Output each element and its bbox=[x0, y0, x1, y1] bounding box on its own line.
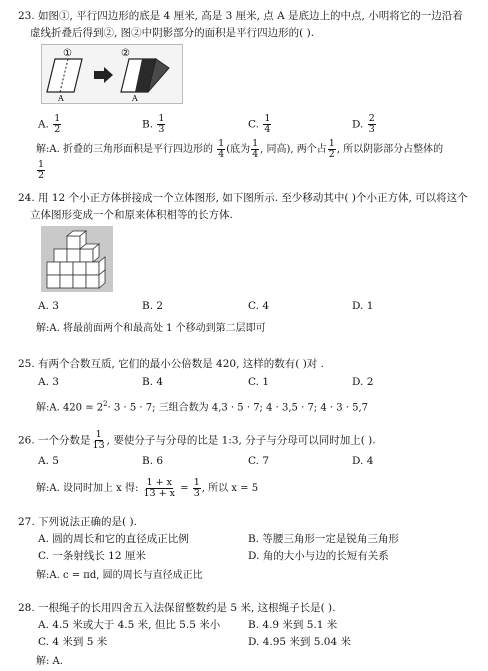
option-a[interactable]: A. 3 bbox=[38, 300, 59, 312]
option-a[interactable]: A. $\frac{1}{2}$ bbox=[38, 113, 61, 135]
option-a[interactable]: A. 圆的周长和它的直径成正比例 bbox=[38, 533, 189, 545]
q24-cube-figure bbox=[41, 226, 113, 292]
q23-fig2-point-a: A bbox=[132, 94, 138, 103]
option-c[interactable]: C. 7 bbox=[248, 455, 270, 467]
option-d-fraction: $\frac{2}{3}$ bbox=[368, 113, 375, 135]
q27-answer: 解:A. c = πd, 圆的周长与直径成正比 bbox=[36, 570, 203, 581]
stem-fraction: $\frac{1}{13}$ bbox=[92, 429, 105, 451]
question-24 bbox=[18, 190, 480, 224]
q26-options bbox=[18, 455, 480, 473]
ans-fraction: $\frac{1}{3}$ bbox=[193, 477, 200, 499]
option-b[interactable]: B. $\frac{1}{3}$ bbox=[142, 113, 165, 135]
q23-stem-line2: 虚线折叠后得到②, 图②中阴影部分的面积是平行四边形的( ). bbox=[30, 27, 315, 39]
option-b[interactable]: B. 6 bbox=[142, 455, 164, 467]
q23-answer: 解:A. 折叠的三角形面积是平行四边形的 $\frac{1}{4}$ (底为 $\frac{1}{4}$ , 同高), 两个占 $\frac{1}{2}$ , 所以阴影部分占整体的 bbox=[36, 138, 444, 160]
option-d[interactable]: D. 2 bbox=[352, 376, 374, 388]
q23-options bbox=[18, 110, 480, 136]
q23-stem-line1: 23. 如图①, 平行四边形的底是 4 厘米, 高是 3 厘米, 点 A 是底边上的中点, 小明将它的一边沿着 bbox=[18, 10, 463, 22]
option-c[interactable]: C. $\frac{1}{4}$ bbox=[248, 113, 271, 135]
option-a[interactable]: A. 3 bbox=[38, 376, 59, 388]
ans-fraction: $\frac{1 + x}{13 + x}$ bbox=[143, 477, 175, 499]
q25-options bbox=[18, 376, 480, 394]
ans-fraction: $\frac{1}{4}$ bbox=[252, 138, 259, 160]
option-b[interactable]: B. 4 bbox=[142, 376, 164, 388]
ans-fraction: $\frac{1}{4}$ bbox=[218, 138, 225, 160]
option-d[interactable]: D. 角的大小与边的长短有关系 bbox=[248, 550, 389, 562]
question-25-stem: 25. 有两个合数互质, 它们的最小公倍数是 420, 这样的数有( )对 . bbox=[18, 358, 324, 370]
question-28-stem: 28. 一根绳子的长用四舍五入法保留整数约是 5 米, 这根绳子长是( ). bbox=[18, 602, 336, 614]
option-c[interactable]: C. 4 米到 5 米 bbox=[38, 636, 108, 648]
option-b[interactable]: B. 2 bbox=[142, 300, 164, 312]
option-c[interactable]: C. 4 bbox=[248, 300, 270, 312]
q23-fig1-point-a: A bbox=[58, 94, 64, 103]
q23-figure bbox=[41, 44, 183, 104]
question-27-stem: 27. 下列说法正确的是( ). bbox=[18, 516, 137, 528]
q24-answer: 解:A. 将最前面两个和最高处 1 个移动到第二层即可 bbox=[36, 323, 266, 334]
ans-fraction: $\frac{1}{2}$ bbox=[328, 138, 335, 160]
option-c[interactable]: C. 一条射线长 12 厘米 bbox=[38, 550, 146, 562]
option-d[interactable]: D. 1 bbox=[352, 300, 374, 312]
q28-answer: 解: A. bbox=[36, 656, 63, 667]
q24-stem-line1: 24. 用 12 个小正方体拼接成一个立体图形, 如下图所示. 至少移动其中( )个小正方体, 可以将这个 bbox=[18, 192, 468, 204]
option-a-fraction: $\frac{1}{2}$ bbox=[54, 113, 61, 135]
question-23 bbox=[18, 8, 480, 42]
option-a[interactable]: A. 4.5 米或大于 4.5 米, 但比 5.5 米小 bbox=[38, 619, 221, 631]
q26-answer: 解:A. 设同时加上 x 得: $\frac{1 + x}{13 + x}$ = $\frac{1}{3}$ , 所以 x = 5 bbox=[36, 477, 259, 499]
q27-options bbox=[18, 531, 480, 567]
q23-fig2-label: ② bbox=[121, 48, 130, 59]
q24-options bbox=[18, 300, 480, 318]
option-a[interactable]: A. 5 bbox=[38, 455, 59, 467]
q23-fig1-label: ① bbox=[63, 48, 72, 59]
question-26-stem: 26. 一个分数是 $\frac{1}{13}$ , 要使分子与分母的比是 1:3, 分子与分母可以同时加上( ). bbox=[18, 429, 376, 451]
ans-fraction: $\frac{1}{2}$ bbox=[38, 159, 45, 181]
q28-options bbox=[18, 617, 480, 653]
option-d[interactable]: D. 4 bbox=[352, 455, 374, 467]
option-b[interactable]: B. 4.9 米到 5.1 米 bbox=[248, 619, 338, 631]
q25-answer: 解:A. $420 = 2^2\cdot 3 \cdot 5 \cdot 7$; 三组合数为 4,3 · 5 · 7; 4 · 3,5 · 7; 4 · 3 · 5,7 bbox=[36, 400, 369, 414]
option-b[interactable]: B. 等腰三角形一定是锐角三角形 bbox=[248, 533, 399, 545]
option-c-fraction: $\frac{1}{4}$ bbox=[264, 113, 271, 135]
option-c[interactable]: C. 1 bbox=[248, 376, 270, 388]
option-d[interactable]: D. $\frac{2}{3}$ bbox=[352, 113, 375, 135]
option-b-fraction: $\frac{1}{3}$ bbox=[158, 113, 165, 135]
q24-stem-line2: 立体图形变成一个和原来体积相等的长方体. bbox=[30, 209, 233, 221]
q23-answer-cont bbox=[36, 160, 480, 181]
option-d[interactable]: D. 4.95 米到 5.04 米 bbox=[248, 636, 351, 648]
